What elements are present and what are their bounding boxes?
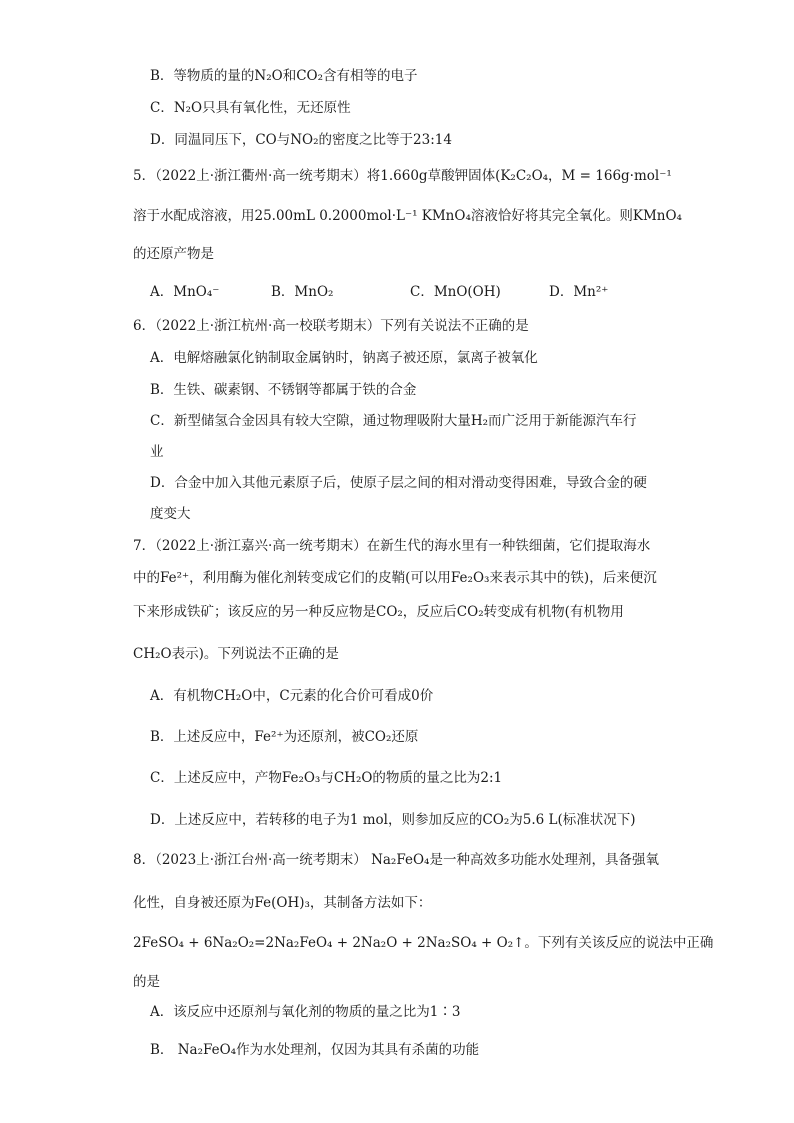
q6-option-c-line-1: C．新型储氢合金因具有较大空隙，通过物理吸附大量H₂而广泛用于新能源汽车行 (150, 413, 637, 429)
q5-stem-line-1: 5．（2022上·浙江衢州·高一统考期末）将1.660g草酸钾固体(K₂C₂O₄，M = 166g·mol⁻¹ (133, 168, 672, 184)
q6-option-a: A．电解熔融氯化钠制取金属钠时，钠离子被还原，氯离子被氧化 (150, 350, 538, 366)
q5-stem-line-3: 的还原产物是 (133, 246, 214, 262)
q8-option-a: A．该反应中还原剂与氧化剂的物质的量之比为1∶3 (150, 1004, 461, 1020)
q7-option-c: C．上述反应中，产物Fe₂O₃与CH₂O的物质的量之比为2:1 (150, 770, 503, 786)
q6-option-c-line-2: 业 (150, 444, 164, 460)
q7-stem-line-3: 下来形成铁矿；该反应的另一种反应物是CO₂，反应后CO₂转变成有机物(有机物用 (133, 604, 624, 620)
q5-option-b: B．MnO₂ (271, 284, 334, 300)
q8-stem-line-4: 的是 (133, 974, 160, 990)
q5-option-a: A．MnO₄⁻ (150, 284, 220, 300)
q5-stem-line-2: 溶于水配成溶液，用25.00mL 0.2000mol·L⁻¹ KMnO₄溶液恰好将其完全氧化。则KMnO₄ (133, 208, 682, 224)
q5-option-c: C．MnO(OH) (410, 284, 501, 300)
q7-stem-line-2: 中的Fe²⁺，利用酶为催化剂转变成它们的皮鞘(可以用Fe₂O₃来表示其中的铁)，后来便沉 (133, 570, 657, 586)
q6-stem: 6．（2022上·浙江杭州·高一校联考期末）下列有关说法不正确的是 (133, 318, 529, 334)
q7-option-a: A．有机物CH₂O中，C元素的化合价可看成0价 (150, 688, 434, 704)
q8-option-b: B． Na₂FeO₄作为水处理剂，仅因为其具有杀菌的功能 (150, 1042, 480, 1058)
q7-option-d: D．上述反应中，若转移的电子为1 mol，则参加反应的CO₂为5.6 L(标准状况下) (150, 812, 636, 828)
q5-options-row (150, 280, 710, 302)
q4-option-d: D．同温同压下，CO与NO₂的密度之比等于23:14 (150, 132, 452, 148)
q4-option-c: C．N₂O只具有氧化性，无还原性 (150, 100, 351, 116)
q8-equation-line: 2FeSO₄ + 6Na₂O₂=2Na₂FeO₄ + 2Na₂O + 2Na₂SO₄ + O₂↑。下列有关该反应的说法中正确 (133, 935, 714, 951)
q6-option-d-line-1: D．合金中加入其他元素原子后，使原子层之间的相对滑动变得困难，导致合金的硬 (150, 475, 647, 491)
q8-stem-line-2: 化性，自身被还原为Fe(OH)₃，其制备方法如下： (133, 895, 432, 911)
q6-option-b: B．生铁、碳素钢、不锈钢等都属于铁的合金 (150, 382, 417, 398)
q8-stem-line-1: 8．（2023上·浙江台州·高一统考期末） Na₂FeO₄是一种高效多功能水处理剂，具备强氧 (133, 852, 659, 868)
q4-option-b: B．等物质的量的N₂O和CO₂含有相等的电子 (150, 68, 418, 84)
q6-option-d-line-2: 度变大 (150, 506, 191, 522)
q7-stem-line-1: 7．（2022上·浙江嘉兴·高一统考期末）在新生代的海水里有一种铁细菌，它们提取海水 (133, 538, 651, 554)
q7-stem-line-4: CH₂O表示)。下列说法不正确的是 (133, 646, 339, 662)
q7-option-b: B．上述反应中，Fe²⁺为还原剂，被CO₂还原 (150, 729, 419, 745)
q5-option-d: D．Mn²⁺ (549, 284, 609, 300)
